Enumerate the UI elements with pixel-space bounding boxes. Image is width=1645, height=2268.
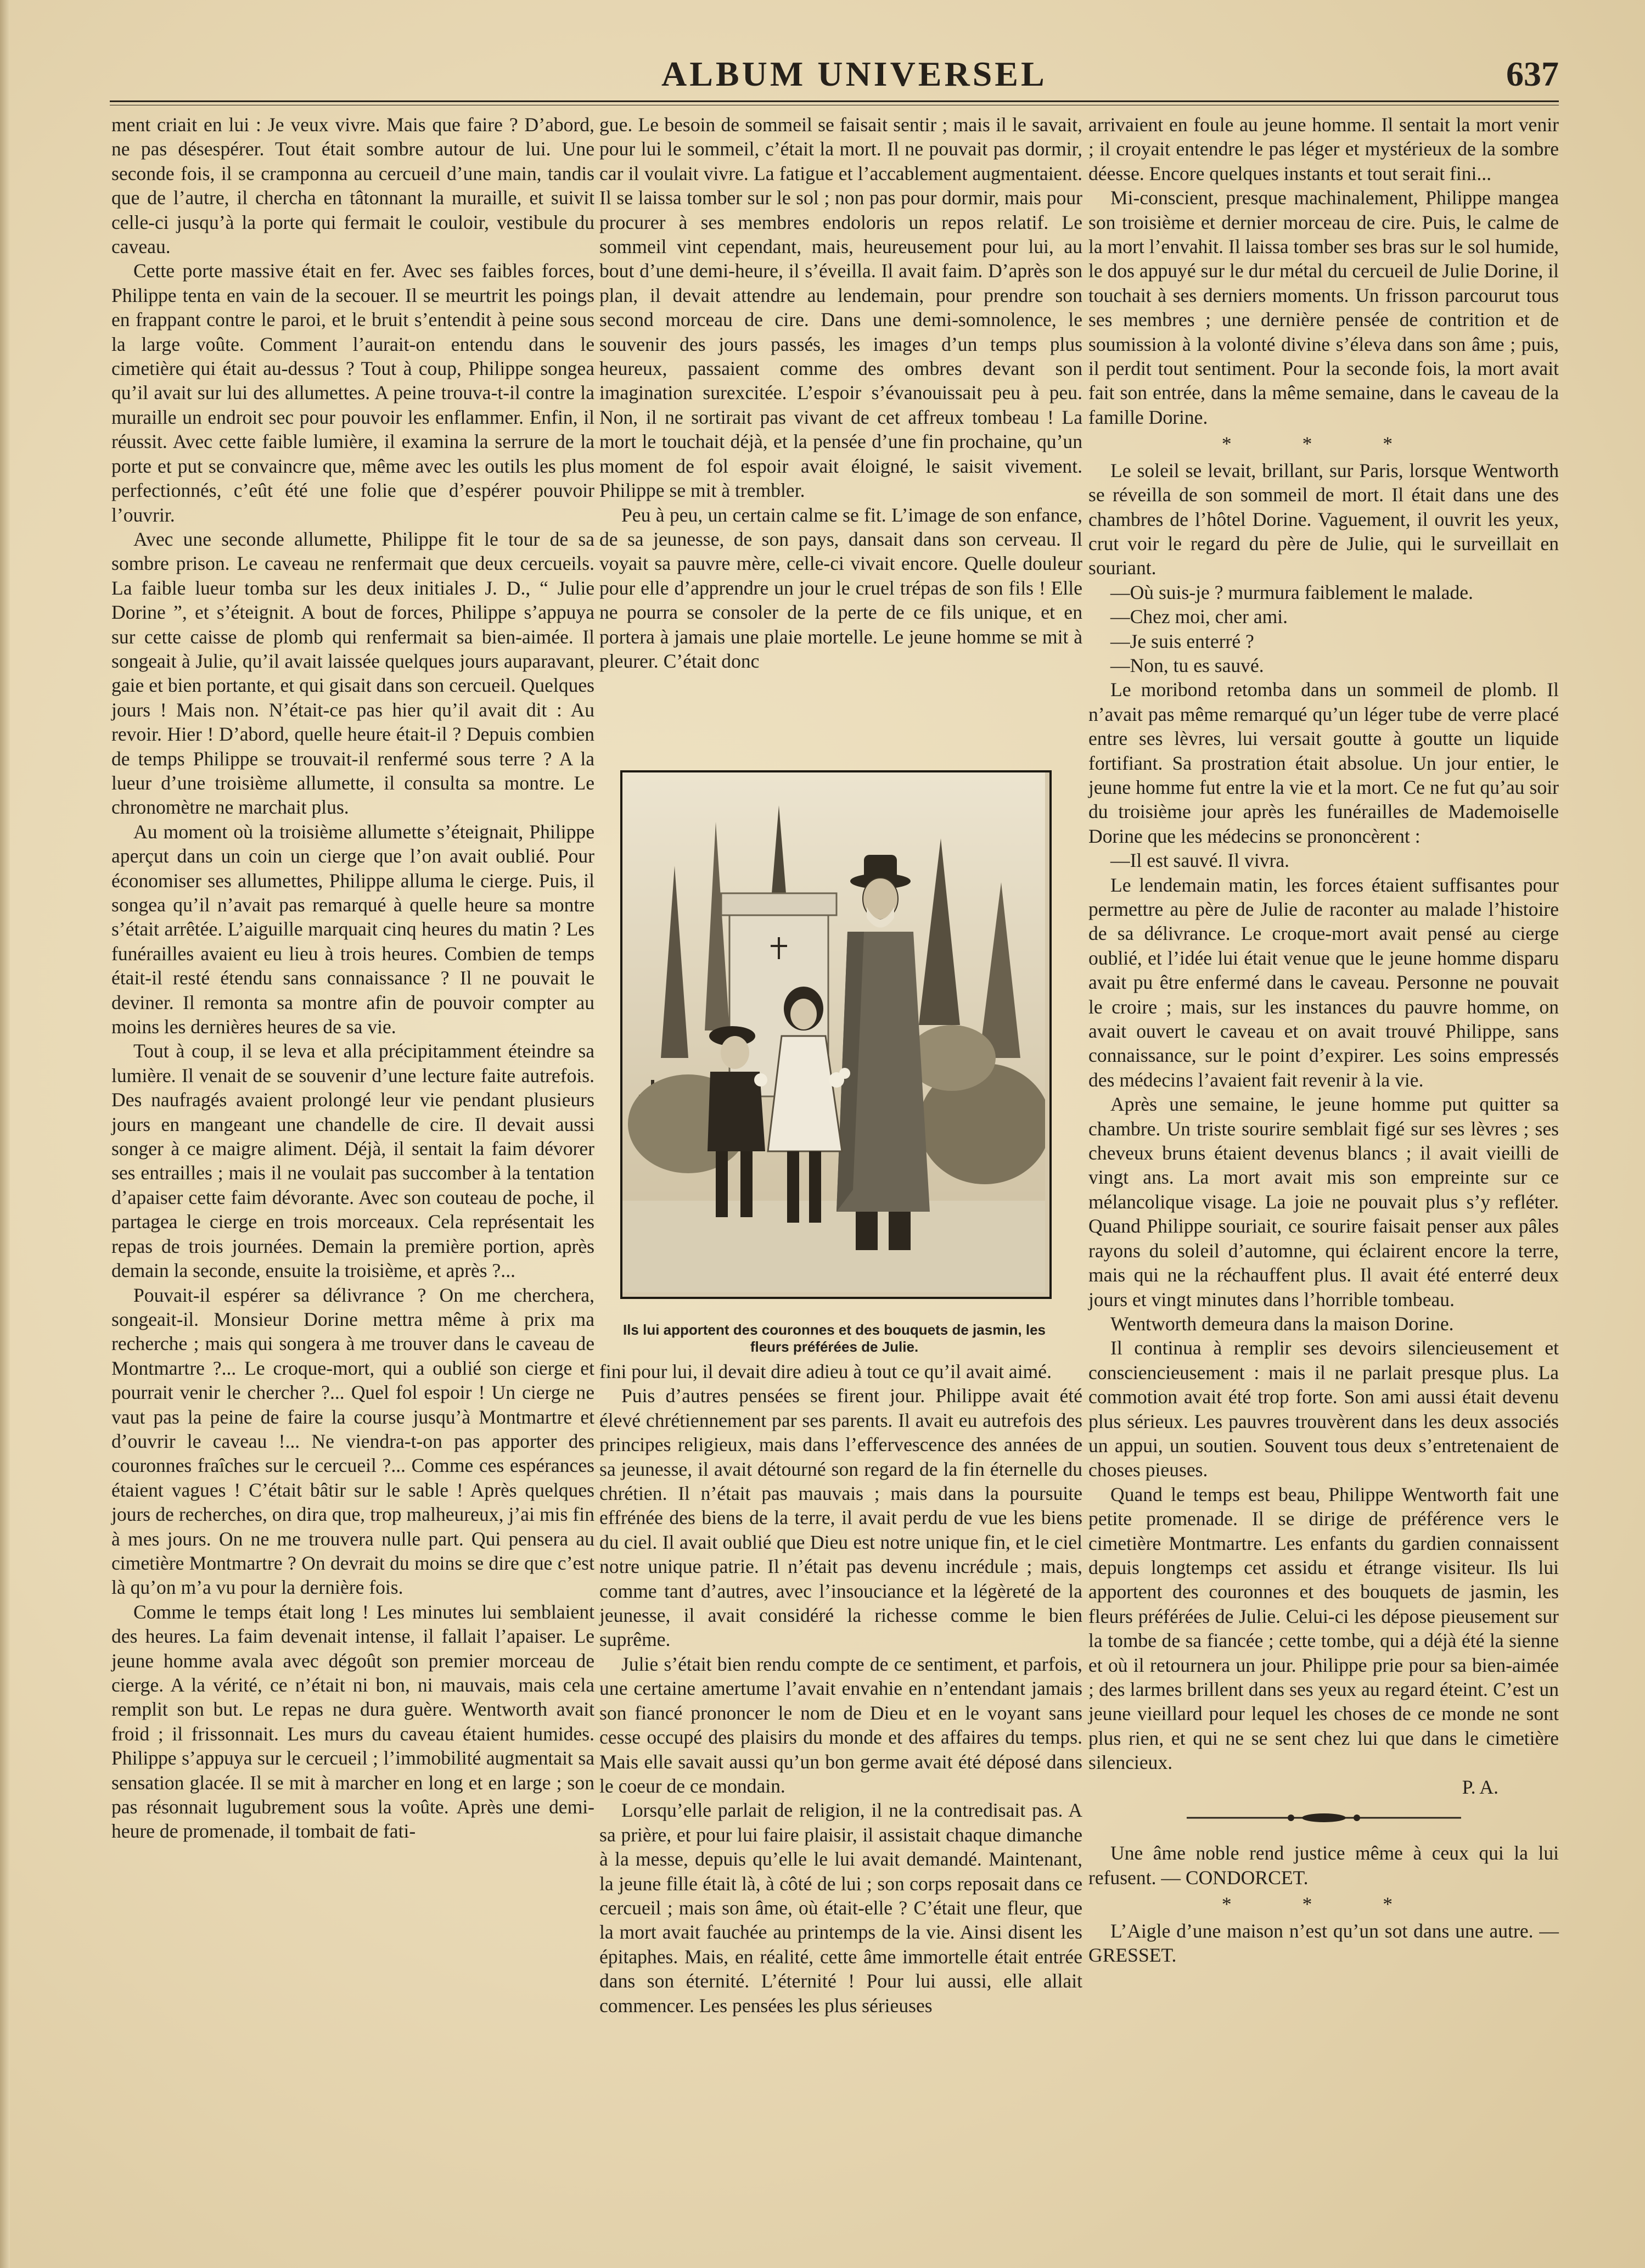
paragraph: Tout à coup, il se leva et alla précipitamment éteindre sa lumière. Il venait de se souvenir d’une lecture faite autrefois. Des naufragés avaient prolongé leur vie pendant plusieurs jours en mangeant une chandelle de cire. Il devait aussi songer à ce maigre aliment. Déjà, il sentait la faim dévorer ses entrailles ; mais il ne voulait pas succomber à la tentation d’apaiser cette faim dévorante. Avec son couteau de poche, il partagea le cierge en trois morceaux. Cela représentait les repas de trois journées. Demain la première portion, après demain la seconde, ensuite la troisième, et après ?... (111, 1040, 594, 1282)
column-2-top (599, 113, 1082, 673)
illustration-caption: Ils lui apportent des couronnes et des bouquets de jasmin, les fleurs préférées de Julie. (622, 1321, 1046, 1355)
paragraph: gue. Le besoin de sommeil se faisait sentir ; mais il le savait, pour lui le sommeil, c’était la mort. Il ne pouvait pas dormir, car il voulait vivre. La fatigue et l’accablement augmentaient. Il se laissa tomber sur le sol ; non pas pour dormir, mais pour procurer à ses membres endoloris un repos relatif. Le sommeil vint cependant, mais, heureusement pour lui, au bout d’une demi-heure, il s’éveilla. Il avait faim. D’après son plan, il devait attendre au lendemain, pour prendre son second morceau de cire. Dans une demi-somnolence, le souvenir des jours passés, les images d’un temps plus heureux, passaient comme des ombres devant son imagination surexcitée. L’espoir s’évanouissait peu à peu. Non, il ne sortirait pas vivant de cet affreux tombeau ! La mort le touchait déjà, et la pensée d’une fin prochaine, qu’un moment de fol espoir avait éloigné, le saisit vivement. Philippe se mit à trembler. (599, 114, 1082, 502)
paragraph: Il continua à remplir ses devoirs silencieusement et consciencieusement : mais il ne parlait presque plus. La commotion avait été trop forte. Son ami aussi était devenu plus sérieux. Les pauvres trouvèrent dans les deux associés un appui, un soutien. Souvent tous deux s’entretenaient de choses pieuses. (1088, 1337, 1559, 1481)
paragraph: Mi-conscient, presque machinalement, Philippe mangea son troisième et dernier morceau de cire. Puis, le calme de la mort l’envahit. Il laissa tomber ses bras sur le sol humide, le dos appuyé sur le dur métal du cercueil de Julie Dorine, il touchait à ses derniers moments. Un frisson parcourut tous ses membres ; une dernière pensée de contrition et de soumission à la volonté divine s’éleva dans son âme ; puis, il perdit tout sentiment. Pour la seconde fois, la mort avait fait son entrée, dans la même semaine, dans le caveau de la famille Dorine. (1088, 187, 1559, 428)
dialogue-line: —Non, tu es sauvé. (1110, 654, 1264, 676)
paragraph: Avec une seconde allumette, Philippe fit le tour de sa sombre prison. Le caveau ne renfermait que deux cercueils. La faible lueur tomba sur les deux initiales J. D., “ Julie Dorine ”, et s’éteignit. A bout de forces, Philippe s’appuya sur cette caisse de plomb qui renfermait sa bien-aimée. Il songeait à Julie, qu’il avait laissée quelques jours auparavant, gaie et bien portante, et qui gisait dans son cercueil. Quelques jours ! Mais non. N’était-ce pas hier qu’il avait dit : Au revoir. Hier ! D’abord, quelle heure était-il ? Depuis combien de temps Philippe se trouvait-il renfermé sous terre ? A la lueur d’une troisième allumette, il consulta sa montre. Le chronomètre ne marchait plus. (111, 528, 594, 819)
paragraph: Le moribond retomba dans un sommeil de plomb. Il n’avait pas même remarqué qu’un léger tube de verre placé entre ses lèvres, lui versait goutte à goutte un liquide fortifiant. Sa prostration était absolue. Un jour entier, le jeune homme fut entre la vie et la mort. Ce ne fut qu’au soir du troisième jour après les funérailles de Mademoiselle Dorine que les médecins se prononcèrent : (1088, 679, 1559, 847)
page-number: 637 (1506, 54, 1559, 93)
paragraph: arrivaient en foule au jeune homme. Il sentait la mort venir ; il croyait entendre le pas léger et mystérieux de la sombre déesse. Encore quelques instants et tout serait fini... (1088, 114, 1559, 184)
illustration-cemetery-visit (620, 770, 1052, 1299)
column-3 (1088, 113, 1559, 1967)
author-signature: P. A. (1462, 1776, 1498, 1798)
publication-title: ALBUM UNIVERSEL (661, 54, 1047, 93)
maxim-gresset: L’Aigle d’une maison n’est qu’un sot dans une autre. — GRESSET. (1088, 1919, 1559, 1967)
paragraph: Le lendemain matin, les forces étaient suffisantes pour permettre au père de Julie de raconter au malade l’histoire de sa délivrance. Le croque-mort avait pensé au cierge oublié, et l’idée lui était venue que le jeune homme disparu avait pu être enfermé dans le caveau. Personne ne pouvait le croire ; mais, sur les instances du pauvre homme, on avait ouvert le caveau et on avait trouvé Philippe, sans connaissance, sur le point d’expirer. Les soins empressés des médecins l’avaient fait revenir à la vie. (1088, 873, 1559, 1091)
page-binding-edge (0, 0, 10, 2268)
paragraph: Lorsqu’elle parlait de religion, il ne la contredisait pas. A sa prière, et pour lui faire plaisir, il assistait chaque dimanche à la messe, depuis qu’elle le lui avait demandé. Maintenant, la jeune fille était là, à côté de lui ; son corps reposait dans ce cercueil ; mais son âme, où était-elle ? C’était une fleur, que la mort avait fauchée au printemps de la vie. Ainsi disent les épitaphes. Mais, en réalité, cette âme immortelle était entrée dans son éternité. L’éternité ! Pour lui aussi, elle allait commencer. Les pensées les plus sérieuses (599, 1799, 1082, 2017)
paragraph: Après une semaine, le jeune homme put quitter sa chambre. Un triste sourire semblait figé sur ses lèvres ; ses cheveux bruns étaient devenus blancs ; il avait vieilli de vingt ans. La mort avait mis son empreinte sur ce mélancolique visage. La joie ne pouvait plus s’y refléter. Quand Philippe souriait, ce sourire faisait penser aux pâles rayons du soleil d’automne, qui éclairent encore la terre, mais qui ne la réchauffent plus. Il avait été enterré deux jours et vingt minutes dans l’horrible tombeau. (1088, 1093, 1559, 1311)
header-rule-thick (110, 100, 1559, 102)
paragraph: Cette porte massive était en fer. Avec ses faibles forces, Philippe tenta en vain de la secouer. Il se meurtrit les poings en frappant contre le paroi, et le bruit s’entendit à peine sous la large voûte. Comment l’aurait-on entendu dans le cimetière qui était au-dessus ? Tout à coup, Philippe songea qu’il avait sur lui des allumettes. A peine trouva-t-il contre la muraille un endroit sec pour pouvoir les enflammer. Enfin, il réussit. Avec cette faible lumière, il examina la serrure de la porte et put se convaincre que, même avec les outils les plus perfectionnés, c’eût été une folie que d’espérer pouvoir l’ouvrir. (111, 260, 594, 526)
section-break-stars: * * * (1221, 433, 1426, 455)
dialogue-line: —Chez moi, cher ami. (1110, 606, 1288, 628)
paragraph: ment criait en lui : Je veux vivre. Mais que faire ? D’abord, ne pas désespérer. Tout était sombre autour de lui. Une seconde fois, il se cramponna au cercueil d’une main, tandis que de l’autre, il chercha en tâtonnant la muraille, et suivit celle-ci jusqu’à la porte qui fermait le couloir, vestibule du caveau. (111, 114, 594, 258)
engraving-image (622, 772, 1045, 1292)
paragraph: Puis d’autres pensées se firent jour. Philippe avait été élevé chrétiennement par ses parents. Il avait eu autrefois des principes religieux, mais dans l’effervescence des années de sa jeunesse, il avait détourné son regard de la fin éternelle du chrétien. Il n’était pas mauvais ; mais dans la poursuite effrénée des biens de la terre, il avait perdu de vue les biens du ciel. Il avait oublié que Dieu est notre unique fin, et le ciel notre unique patrie. Il n’était pas devenu incrédule ; mais, comme tant d’autres, avec l’insouciance et la légèreté de la jeunesse, il avait considéré la richesse comme le bien suprême. (599, 1385, 1082, 1651)
paragraph: Peu à peu, un certain calme se fit. L’image de son enfance, de sa jeunesse, de son pays, dansait dans son cerveau. Il voyait sa pauvre mère, celle-ci vivait encore. Quelle douleur pour elle d’apprendre un jour le cruel trépas de son fils ! Elle ne pourra se consoler de la perte de ce fils unique, et en portera à jamais une plaie mortelle. Le jeune homme se mit à pleurer. C’était donc (599, 503, 1082, 672)
dialogue-line: —Je suis enterré ? (1110, 630, 1254, 652)
dialogue-line: —Il est sauvé. Il vivra. (1110, 849, 1290, 872)
ornamental-divider (1088, 1806, 1559, 1830)
paragraph: Le soleil se levait, brillant, sur Paris, lorsque Wentworth se réveilla de son sommeil de mort. Il était dans une des chambres de l’hôtel Dorine. Vaguement, il ouvrit les yeux, crut voir le regard du père de Julie, qui le surveillait en souriant. (1088, 459, 1559, 579)
dialogue-line: —Où suis-je ? murmura faiblement le malade. (1110, 581, 1473, 603)
section-break-stars: * * * (1221, 1893, 1426, 1916)
paragraph: Julie s’était bien rendu compte de ce sentiment, et parfois, une certaine amertume l’avait envahie en n’entendant jamais son fiancé prononcer le nom de Dieu et en le voyant sans cesse occupé des plaisirs du monde et des affaires du temps. Mais elle savait aussi qu’un bon germe avait été déposé dans le coeur de ce mondain. (599, 1653, 1082, 1797)
column-1 (111, 113, 594, 1844)
column-2-bottom (599, 1359, 1082, 2018)
paragraph: Au moment où la troisième allumette s’éteignait, Philippe aperçut dans un coin un cierge que l’on avait oublié. Pour économiser ses allumettes, Philippe alluma le cierge. Puis, il songea qu’il n’avait pas remarqué à quelle heure sa montre s’était arrêtée. L’aiguille marquait cinq heures du matin ? Les funérailles avaient eu lieu à trois heures. Combien de temps était-il resté étendu sans connaissance ? Il ne pouvait le deviner. Il remonta sa montre afin de pouvoir compter au moins les dernières heures de sa vie. (111, 820, 594, 1038)
paragraph: Comme le temps était long ! Les minutes lui semblaient des heures. La faim devenait intense, il fallait l’apaiser. Le jeune homme avala avec dégoût son premier morceau de cierge. A la vérité, ce n’était ni bon, ni mauvais, mais cela remplit son but. Le repas ne dura guère. Wentworth avait froid ; il frissonnait. Les murs du caveau étaient humides. Philippe s’appuya sur le cercueil ; l’immobilité augmentait sa sensation glacée. Il se mit à marcher en long et en large ; son pas résonnait lugubrement sous la voûte. Après une demi-heure de promenade, il tombait de fati- (111, 1600, 594, 1843)
paragraph: Wentworth demeura dans la maison Dorine. (1110, 1312, 1454, 1335)
page-header (110, 54, 1559, 97)
paragraph: Pouvait-il espérer sa délivrance ? On me cherchera, songeait-il. Monsieur Dorine mettra même à prix ma recherche ; mais qui songera à me trouver dans le caveau de Montmartre ?... Le croque-mort, qui a oublié son cierge et pourrait venir le chercher ?... Quel fol espoir ! Un cierge ne vaut pas la peine de faire la course jusqu’à Montmartre et d’ouvrir le caveau !... Ne viendra-t-on pas apporter des couronnes fraîches sur le cercueil ?... Comme ces espérances étaient vagues ! C’était bâtir sur le sable ! Après quelques jours de recherches, on dira que, trop malheureux, j’ai mis fin à mes jours. On ne me trouvera nulle part. Qui pensera au cimetière Montmartre ? On devrait du moins se dire que c’est là qu’on m’a vu pour la dernière fois. (111, 1284, 594, 1599)
maxim-condorcet: Une âme noble rend justice même à ceux qui la lui refusent. — CONDORCET. (1088, 1842, 1559, 1889)
paragraph: fini pour lui, il devait dire adieu à tout ce qu’il avait aimé. (599, 1360, 1052, 1382)
paragraph: Quand le temps est beau, Philippe Wentworth fait une petite promenade. Il se dirige de préférence vers le cimetière Montmartre. Les enfants du gardien connaissent depuis longtemps cet assidu et étrange visiteur. Ils lui apportent des couronnes et des bouquets de jasmin, les fleurs préférées de Julie. Celui-ci les dépose pieusement sur la tombe de sa fiancée ; cette tombe, qui a déjà été la sienne et où il retournera un jour. Philippe prie pour sa bien-aimée ; des larmes brillent dans ses yeux au regard éteint. C’est un jeune vieillard pour lequel les choses de ce monde ne sont plus rien, et qui ne se sent chez lui que dans le cimetière silencieux. (1088, 1483, 1559, 1774)
